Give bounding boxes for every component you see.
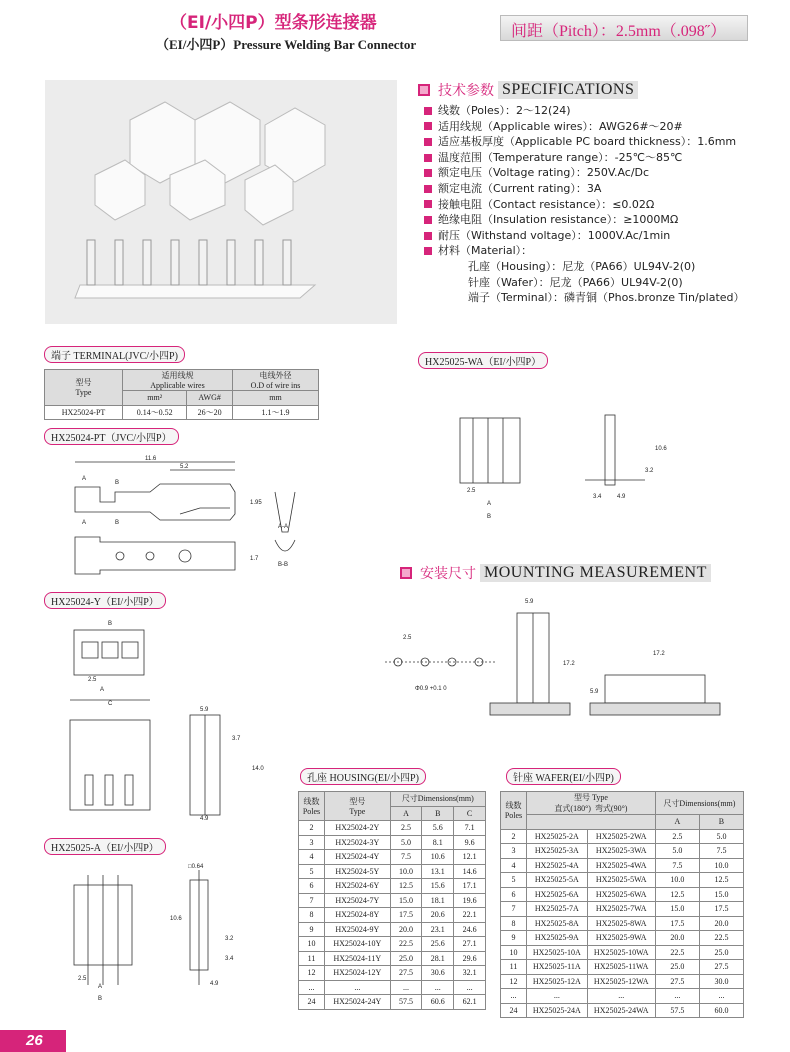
table-row [501,829,744,844]
spec-text: 适用线规（Applicable wires）：AWG26#～20# [438,119,683,133]
table-cell: 8 [501,916,527,931]
dim-label: 3.2 [225,936,234,942]
table-cell: 57.5 [655,1003,699,1018]
bullet-icon [424,122,432,130]
bullet-icon [424,247,432,255]
table-cell: 4 [299,850,325,865]
table-cell: 60.0 [699,1003,743,1018]
table-cell: 7 [299,893,325,908]
table-row [299,864,486,879]
table-cell: 22.5 [699,931,743,946]
th-wire-en: Applicable wires [150,381,205,390]
spec-item [424,134,745,150]
table-cell: ... [527,989,588,1004]
table-cell: ... [422,980,454,995]
dim-label: A [82,520,87,526]
table-row [501,902,744,917]
y-tag: HX25024-Y（EI/小四P） [44,592,166,609]
th-col-b: B [422,806,454,821]
spec-item [424,103,745,119]
dim-label: 3.7 [232,736,241,742]
dim-label: A [487,501,492,507]
dim-label: 14.0 [252,766,264,772]
table-cell: 22.5 [390,937,422,952]
table-cell: HX25024-11Y [325,951,391,966]
table-cell: 1.1～1.9 [232,405,318,420]
dim-label: 10.6 [170,916,182,922]
table-row [501,916,744,931]
table-cell: HX25025-24WA [587,1003,655,1018]
spec-text: 适应基板厚度（Applicable PC board thickness）：1.6mm [438,135,737,149]
table-cell: 2.5 [390,821,422,836]
th-type-text: 型号 Type [574,793,608,802]
table-row [299,821,486,836]
spec-item [424,119,745,135]
table-cell: 8 [299,908,325,923]
table-row [501,844,744,859]
table-cell: 27.5 [655,974,699,989]
dim-label: 3.2 [645,468,654,474]
table-cell: 5.6 [422,821,454,836]
bullet-icon [424,107,432,115]
table-cell: 15.6 [422,879,454,894]
th-type-cn: 型号 [75,378,92,388]
table-cell: 23.1 [422,922,454,937]
table-row [299,908,486,923]
dim-label: B [98,996,103,1002]
dim-label: C [108,701,113,707]
table-cell: 8.1 [422,835,454,850]
spec-text: 接触电阻（Contact resistance）：≤0.02Ω [438,197,655,211]
spec-text: 额定电压（Voltage rating）：250V.Ac/Dc [438,166,650,180]
dim-label: A [100,687,105,693]
th-awg: AWG# [187,391,233,406]
spec-text: 材料（Material）： [438,244,533,258]
table-cell: 32.1 [454,966,486,981]
table-cell: 22.5 [655,945,699,960]
table-cell: 10.0 [655,873,699,888]
spec-item [424,181,745,197]
th-type [527,792,656,815]
terminal-tag: 端子 TERMINAL(JVC/小四P) [44,346,185,363]
pt-drawing [60,452,300,582]
table-cell: HX25025-3WA [587,844,655,859]
dim-label: 4.9 [210,981,219,987]
table-cell: 26～20 [187,405,233,420]
dim-label: 1.95 [250,500,262,506]
table-row [299,893,486,908]
table-cell: HX25024-12Y [325,966,391,981]
th-wire-cn: 适用线规 [161,371,194,380]
dim-label: 3.4 [225,956,234,962]
table-cell: HX25024-7Y [325,893,391,908]
bullet-icon [424,232,432,240]
th-spacer [527,815,656,830]
spec-item [424,150,745,166]
table-cell: 24 [299,995,325,1010]
specs-list [424,103,745,306]
th-poles [299,792,325,821]
table-row [299,922,486,937]
dim-label: 2.5 [88,677,97,683]
dim-label: A [82,476,87,482]
table-cell: HX25024-PT [45,405,123,420]
table-row [299,995,486,1010]
table-cell: 13.1 [422,864,454,879]
table-cell: 20.0 [390,922,422,937]
spec-item [424,212,745,228]
bullet-icon [424,200,432,208]
table-cell: 3 [299,835,325,850]
th-wire [123,370,233,391]
material-housing: 孔座（Housing）：尼龙（PA66）UL94V-2(0) [468,259,696,273]
th-type [45,370,123,406]
table-row [501,858,744,873]
dim-label: 5.9 [590,689,599,695]
material-terminal: 端子（Terminal）：磷青铜（Phos.bronze Tin/plated） [468,291,745,305]
table-cell: HX25025-8A [527,916,588,931]
spec-text: 温度范围（Temperature range）：-25℃～85℃ [438,150,683,164]
table-cell: 28.1 [422,951,454,966]
table-cell: ... [655,989,699,1004]
dim-label: 2.5 [403,635,412,641]
table-row [501,931,744,946]
table-row [299,937,486,952]
table-row [501,974,744,989]
bullet-icon [424,216,432,224]
wafer-table-body [501,829,744,1018]
th-poles [501,792,527,830]
table-cell: HX25024-3Y [325,835,391,850]
dim-label: 1.7 [250,556,259,562]
a-drawing [60,860,260,1010]
mounting-heading-cn: 安装尺寸 [420,566,476,582]
table-cell: HX25024-9Y [325,922,391,937]
th-straight: 直式(180°) [554,804,591,813]
table-cell: HX25025-4A [527,858,588,873]
wafer-tag: 针座 WAFER(EI/小四P) [506,768,621,785]
table-cell: 2 [299,821,325,836]
table-cell: 62.1 [454,995,486,1010]
section-square-icon [400,567,412,579]
th-right: 弯式(90°) [594,804,628,813]
dim-label: B [108,621,113,627]
table-cell: ... [390,980,422,995]
bullet-icon [424,185,432,193]
table-cell: 24.6 [454,922,486,937]
th-poles-en: Poles [504,811,523,821]
table-cell: 18.1 [422,893,454,908]
housing-table-body [299,821,486,1010]
spec-text: 绝缘电阻（Insulation resistance）：≥1000MΩ [438,213,679,227]
dim-label: 2.5 [467,488,476,494]
table-cell: ... [587,989,655,1004]
spec-item [424,243,745,259]
table-cell: HX25024-5Y [325,864,391,879]
dim-label: B [115,520,120,526]
table-cell: HX25024-10Y [325,937,391,952]
table-cell: HX25025-8WA [587,916,655,931]
th-dim: 尺寸Dimensions(mm) [655,792,743,815]
th-mm2: mm² [123,391,187,406]
dim-label: 4.9 [617,494,626,500]
pitch-badge: 间距（Pitch）：2.5mm（.098˝） [500,15,748,41]
table-cell: 2 [501,829,527,844]
table-cell: 12 [299,966,325,981]
th-col-a: A [390,806,422,821]
table-row [501,945,744,960]
table-cell: ... [699,989,743,1004]
table-cell: 11 [299,951,325,966]
table-row [501,873,744,888]
dim-label: B [115,480,120,486]
table-cell: HX25025-7A [527,902,588,917]
th-col-c: C [454,806,486,821]
table-cell: 12.5 [699,873,743,888]
dim-label: B [487,514,492,520]
dim-label: 2.5 [78,976,87,982]
th-mm: mm [232,391,318,406]
dim-label: 4.9 [200,816,209,822]
specs-heading [418,80,638,100]
table-cell: 30.0 [699,974,743,989]
table-cell: ... [299,980,325,995]
table-cell: 15.0 [390,893,422,908]
table-cell: 27.1 [454,937,486,952]
th-col-b: B [699,815,743,830]
dim-label: A [98,984,103,990]
table-cell: HX25025-11A [527,960,588,975]
th-type-cn: 型号 [349,797,366,806]
table-row [501,989,744,1004]
table-cell: 10 [299,937,325,952]
th-poles-cn: 线数 [303,797,320,806]
table-cell: HX25025-7WA [587,902,655,917]
table-cell: HX25025-24A [527,1003,588,1018]
table-cell: 60.6 [422,995,454,1010]
th-dim: 尺寸Dimensions(mm) [390,792,485,807]
page-title-en: （EI/小四P）Pressure Welding Bar Connector [156,37,417,52]
table-cell: 6 [501,887,527,902]
table-cell: 25.0 [655,960,699,975]
mounting-drawing [385,595,780,725]
table-cell: HX25025-2WA [587,829,655,844]
housing-table [298,791,486,1010]
dim-label: A-A [278,524,289,530]
table-cell: 7.5 [655,858,699,873]
table-cell: HX25024-24Y [325,995,391,1010]
table-cell: HX25025-9A [527,931,588,946]
table-cell: 17.5 [390,908,422,923]
terminal-table [44,369,319,420]
page-title-cn: （EI/小四P）型条形连接器 [170,13,377,33]
dim-label: 10.6 [655,446,667,452]
dim-label: 5.9 [525,599,534,605]
mounting-heading-en: MOUNTING MEASUREMENT [480,564,711,582]
spec-text: 额定电流（Current rating）：3A [438,181,602,195]
table-cell: HX25025-5WA [587,873,655,888]
table-cell: 10.0 [390,864,422,879]
table-row [45,405,319,420]
dim-label: 5.9 [200,707,209,713]
table-cell: HX25025-4WA [587,858,655,873]
bullet-icon [424,154,432,162]
table-cell: HX25024-2Y [325,821,391,836]
th-od-en: O.D of wire ins [250,381,301,390]
table-cell: 25.0 [699,945,743,960]
wa-tag: HX25025-WA（EI/小四P） [418,352,548,369]
dim-label: Φ0.9 +0.1 0 [415,686,447,692]
table-cell: 5 [501,873,527,888]
table-cell: 57.5 [390,995,422,1010]
table-cell: 29.6 [454,951,486,966]
table-cell: 19.6 [454,893,486,908]
dim-label: B-B [278,562,289,568]
table-cell: 20.0 [655,931,699,946]
table-cell: 7.1 [454,821,486,836]
table-cell: 9 [299,922,325,937]
table-row [299,835,486,850]
table-cell: HX25025-12WA [587,974,655,989]
table-cell: HX25025-2A [527,829,588,844]
table-cell: 10.6 [422,850,454,865]
table-cell: 30.6 [422,966,454,981]
material-wafer: 针座（Wafer）：尼龙（PA66）UL94V-2(0) [468,275,683,289]
table-row [501,1003,744,1018]
table-cell: 15.0 [655,902,699,917]
table-cell: HX25025-10WA [587,945,655,960]
table-cell: 6 [299,879,325,894]
connector-illustration [45,80,397,324]
dim-label: 17.2 [563,661,575,667]
table-cell: 3 [501,844,527,859]
spec-item [424,228,745,244]
spec-item [424,197,745,213]
section-square-icon [418,84,430,96]
pt-tag: HX25024-PT（JVC/小四P） [44,428,179,445]
table-cell: HX25025-11WA [587,960,655,975]
table-row [299,850,486,865]
table-cell: 27.5 [699,960,743,975]
table-cell: 5.0 [655,844,699,859]
th-type-en: Type [75,388,92,398]
spec-item [424,165,745,181]
table-cell: 12.1 [454,850,486,865]
table-cell: 14.6 [454,864,486,879]
th-poles-en: Poles [302,807,321,816]
table-cell: 5 [299,864,325,879]
table-cell: 9.6 [454,835,486,850]
specs-heading-en: SPECIFICATIONS [498,81,638,99]
th-type-en: Type [349,807,366,816]
th-od-cn: 电线外径 [259,371,292,380]
table-cell: 17.5 [655,916,699,931]
table-cell: 4 [501,858,527,873]
table-row [299,951,486,966]
table-cell: 2.5 [655,829,699,844]
a-tag: HX25025-A（EI/小四P） [44,838,166,855]
table-cell: 10 [501,945,527,960]
table-cell: HX25024-6Y [325,879,391,894]
y-drawing [60,615,270,820]
table-cell: ... [501,989,527,1004]
table-cell: 5.0 [390,835,422,850]
th-od [232,370,318,391]
table-cell: 24 [501,1003,527,1018]
table-cell: 20.6 [422,908,454,923]
table-row [299,980,486,995]
table-row [501,960,744,975]
table-cell: HX25025-6A [527,887,588,902]
table-cell: 25.6 [422,937,454,952]
dim-label: 5.2 [180,464,189,470]
table-cell: 5.0 [699,829,743,844]
table-cell: ... [454,980,486,995]
table-cell: 11 [501,960,527,975]
table-cell: 9 [501,931,527,946]
table-cell: 22.1 [454,908,486,923]
th-type [325,792,391,821]
table-cell: 15.0 [699,887,743,902]
spec-text: 耐压（Withstand voltage）：1000V.Ac/1min [438,228,671,242]
table-cell: 12 [501,974,527,989]
dim-label: 3.4 [593,494,602,500]
table-cell: 7 [501,902,527,917]
table-row [299,879,486,894]
table-cell: 0.14～0.52 [123,405,187,420]
table-cell: HX25024-8Y [325,908,391,923]
wafer-table [500,791,744,1018]
th-col-a: A [655,815,699,830]
wa-drawing [455,410,685,520]
table-cell: HX25025-9WA [587,931,655,946]
table-cell: HX25025-5A [527,873,588,888]
th-poles-cn: 线数 [505,801,522,811]
dim-label: 11.6 [145,456,157,462]
table-row [501,887,744,902]
table-cell: 10.0 [699,858,743,873]
bullet-icon [424,169,432,177]
table-row [299,966,486,981]
table-cell: 25.0 [390,951,422,966]
bullet-icon [424,138,432,146]
table-cell: ... [325,980,391,995]
page-number: 26 [0,1030,66,1052]
dim-label: □0.64 [188,864,204,870]
table-cell: HX25025-10A [527,945,588,960]
spec-text: 线数（Poles）：2～12(24) [438,104,571,117]
table-cell: HX25025-12A [527,974,588,989]
table-cell: 7.5 [699,844,743,859]
mounting-heading [400,563,711,583]
table-cell: HX25025-3A [527,844,588,859]
table-cell: 7.5 [390,850,422,865]
table-cell: 17.1 [454,879,486,894]
table-cell: 12.5 [655,887,699,902]
housing-tag: 孔座 HOUSING(EI/小四P) [300,768,426,785]
table-cell: 12.5 [390,879,422,894]
table-cell: HX25024-4Y [325,850,391,865]
table-cell: 17.5 [699,902,743,917]
table-cell: HX25025-6WA [587,887,655,902]
product-photo [45,80,397,324]
dim-label: 17.2 [653,651,665,657]
specs-heading-cn: 技术参数 [438,83,494,99]
table-cell: 20.0 [699,916,743,931]
table-cell: 27.5 [390,966,422,981]
